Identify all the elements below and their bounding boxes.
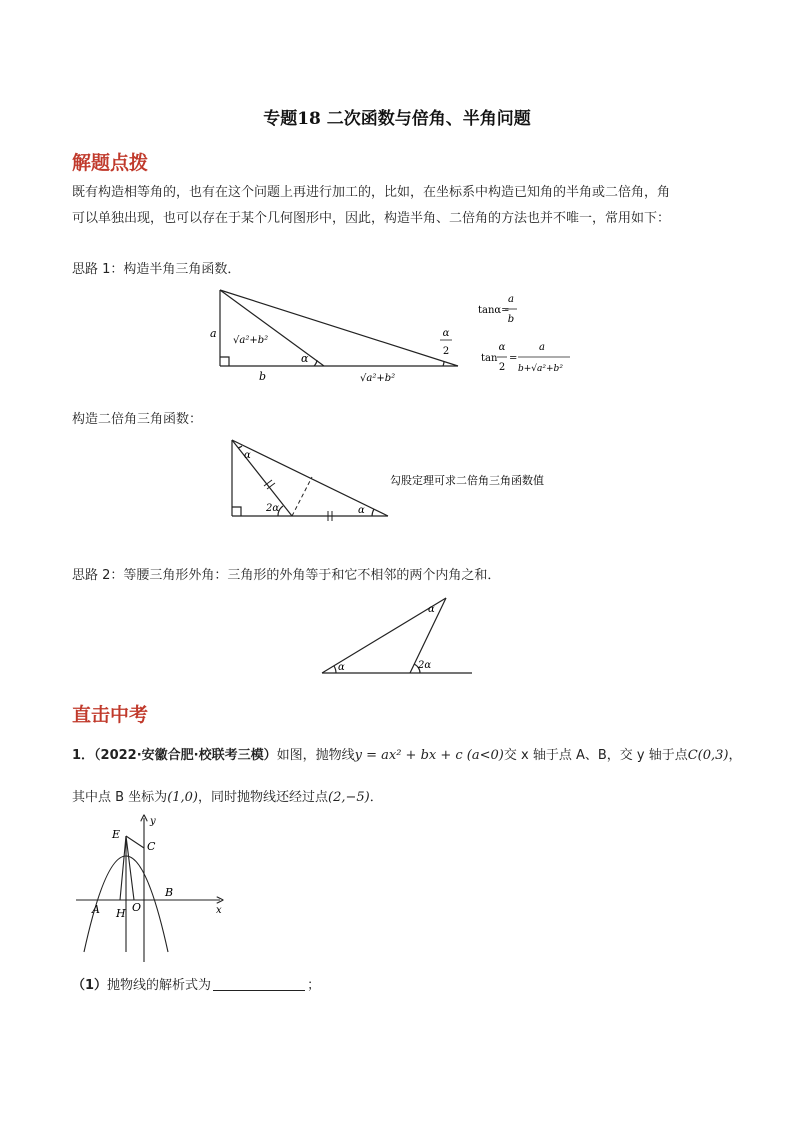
problem-equation: y = ax² + bx + c (a<0) (354, 748, 504, 763)
label-O: O (132, 901, 142, 914)
question-1 (72, 974, 320, 993)
fig3-label-alpha-top: α (428, 604, 435, 615)
parabola-figure (72, 812, 232, 964)
fig1-half-num: α (442, 328, 450, 339)
segment-EH (120, 836, 126, 900)
problem-number: 1． (72, 748, 95, 763)
double-angle-figure (220, 434, 590, 524)
answer-blank[interactable] (213, 977, 305, 991)
formula1-den: b (507, 314, 515, 325)
fig2-label-alpha-right: α (358, 505, 365, 516)
formula2-eq: = (509, 353, 518, 364)
label-B: B (165, 886, 174, 899)
question-1-label: （1） (72, 978, 108, 993)
problem-text-a: 如图，抛物线 (276, 748, 355, 763)
label-E: E (112, 828, 121, 841)
fig3-left-arc (334, 666, 336, 673)
problem-1-line-1 (72, 744, 742, 763)
label-x: x (216, 905, 222, 916)
problem-line2-c: ． (369, 790, 383, 805)
fig2-top-arc (238, 446, 242, 448)
fig2-alpha-arc (372, 509, 374, 516)
formula1-prefix: tanα= (478, 305, 510, 316)
fig2-right-angle-mark (232, 507, 241, 516)
half-angle-figure (200, 282, 590, 387)
intro-paragraph (72, 180, 732, 232)
formula2-num: α (498, 342, 506, 353)
fig2-dashed-perpendicular (292, 477, 312, 516)
fig1-label-a: a (210, 327, 217, 340)
fig2-label-alpha-top: α (244, 450, 251, 461)
problem-text-c: ， (728, 748, 742, 763)
exterior-angle-figure (318, 592, 478, 680)
idea-1-text: 思路 1：构造半角三角函数． (72, 262, 241, 277)
problem-source: （2022·安徽合肥·校联考三模） (94, 748, 277, 763)
fig1-half-arc (443, 362, 444, 366)
fig1-right-angle-mark (220, 357, 229, 366)
problem-1-line-2 (72, 786, 383, 805)
intro-line-2: 可以单独出现，也可以存在于某个几何图形中，因此，构造半角、二倍角的方法也并不唯一，常用如下： (72, 211, 671, 226)
problem-line2-b: ，同时抛物线还经过点 (198, 790, 329, 805)
formula2-den: 2 (498, 362, 506, 373)
problem-line2-a: 其中点 B 坐标为 (72, 790, 168, 805)
fig2-note: 勾股定理可求二倍角三角函数值 (390, 474, 544, 487)
formula2-rden: b+√a²+b² (518, 364, 563, 374)
fig1-half-den: 2 (442, 346, 450, 357)
question-1-end: ； (307, 978, 321, 993)
label-C: C (147, 840, 156, 853)
fig1-label-alpha: α (301, 352, 309, 365)
fig3-label-alpha-left: α (338, 662, 345, 673)
formula2-prefix: tan (481, 353, 498, 364)
double-angle-heading: 构造二倍角三角函数： (72, 412, 203, 427)
problem-text-b: 交 x 轴于点 A、B，交 y 轴于点 (503, 748, 688, 763)
idea-2-text: 思路 2：等腰三角形外角：三角形的外角等于和它不相邻的两个内角之和． (72, 568, 501, 583)
intro-line-1: 既有构造相等角的，也有在这个问题上再进行加工的，比如，在坐标系中构造已知角的半角或二倍角，角 (72, 185, 671, 200)
fig1-long-hypotenuse (220, 290, 458, 366)
fig1-label-b: b (259, 370, 267, 383)
problem-point-b: (1,0) (167, 790, 199, 805)
question-1-text: 抛物线的解析式为 (107, 978, 212, 993)
section-heading-exam: 直击中考 (72, 704, 149, 726)
fig1-alpha-arc (314, 360, 317, 366)
problem-point-c: C(0,3) (687, 748, 729, 763)
section-heading-tips: 解题点拨 (72, 152, 149, 174)
fig2-label-2alpha: 2α (266, 503, 280, 514)
label-y: y (150, 816, 156, 827)
formula2-rnum: a (539, 342, 545, 353)
segment-EO (126, 836, 134, 900)
label-A: A (92, 903, 100, 916)
fig1-label-sqrt-hyp: √a²+b² (233, 335, 269, 346)
fig1-label-sqrt-ext: √a²+b² (360, 373, 396, 384)
label-H: H (116, 907, 126, 920)
fig2-inner-line (232, 440, 292, 516)
problem-point-extra: (2,−5) (328, 790, 370, 805)
fig3-label-2alpha: 2α (418, 660, 432, 671)
segment-EC (126, 836, 144, 848)
formula1-num: a (508, 294, 514, 305)
page-title: 专题18 二次函数与倍角、半角问题 (263, 109, 531, 129)
